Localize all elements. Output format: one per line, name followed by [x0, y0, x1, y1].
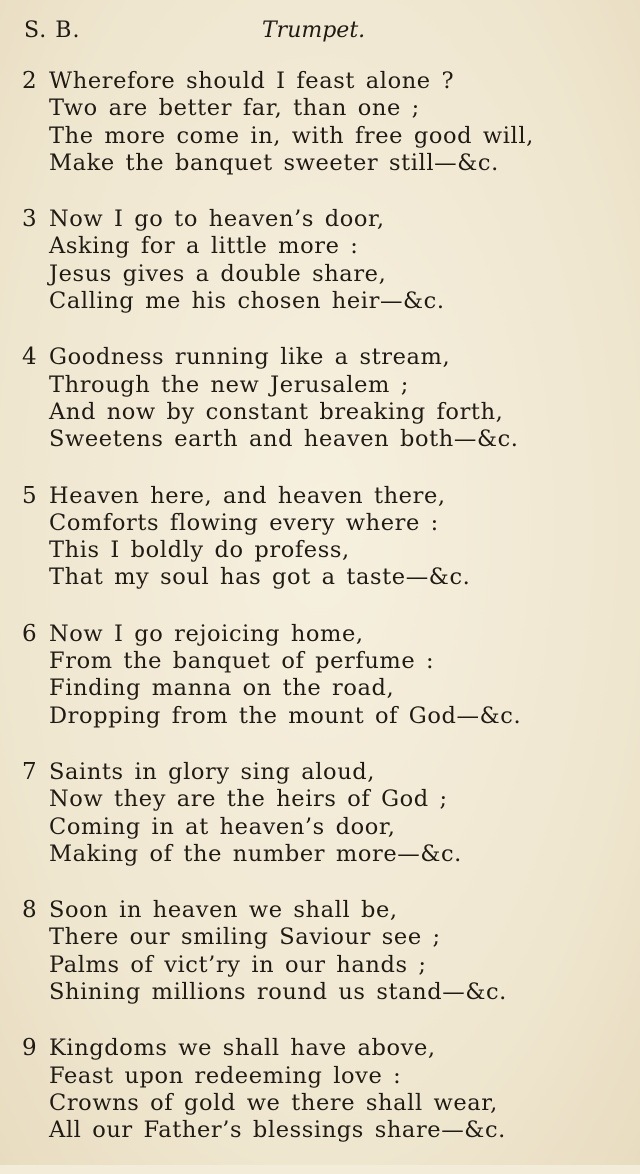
- verse-lines: [49, 1035, 622, 1144]
- verse-line: Sweetens earth and heaven both—&c.: [49, 426, 519, 453]
- verse-number: 5: [22, 482, 37, 509]
- verse-line: This I boldly do profess,: [49, 537, 350, 564]
- verse-lines: [49, 621, 622, 730]
- verse-number: 8: [22, 897, 37, 924]
- verse-number: 4: [22, 344, 37, 371]
- verse-line: Kingdoms we shall have above,: [49, 1035, 436, 1062]
- verse-line: The more come in, with free good will,: [49, 122, 534, 149]
- verse-line: Dropping from the mount of God—&c.: [49, 702, 522, 729]
- page-header: [24, 18, 616, 50]
- verse: [22, 759, 622, 868]
- verse-line: Coming in at heaven’s door,: [49, 813, 396, 840]
- verse-list: [22, 68, 622, 1174]
- verse: [22, 621, 622, 730]
- verse-line: From the banquet of perfume :: [49, 648, 435, 675]
- verse-line: Making of the number more—&c.: [49, 840, 462, 867]
- verse-line: Through the new Jerusalem ;: [49, 371, 409, 398]
- verse-line: Make the banquet sweeter still—&c.: [49, 149, 499, 176]
- verse-line: Now they are the heirs of God ;: [49, 786, 448, 813]
- verse-number: 7: [22, 758, 37, 785]
- verse: [22, 483, 622, 592]
- verse-line: Heaven here, and heaven there,: [49, 482, 446, 509]
- verse-lines: [49, 68, 622, 177]
- verse-lines: [49, 897, 622, 1006]
- verse-line: Now I go to heaven’s door,: [49, 206, 385, 233]
- verse-number: 2: [22, 68, 37, 94]
- verse-lines: [49, 759, 622, 868]
- verse-line: Asking for a little more :: [49, 233, 359, 260]
- verse-line: All our Father’s blessings share—&c.: [49, 1117, 506, 1144]
- verse-line: Now I go rejoicing home,: [49, 620, 364, 647]
- verse-line: There our smiling Saviour see ;: [49, 924, 441, 951]
- verse-number: 6: [22, 620, 37, 647]
- header-left-label: S. B.: [24, 18, 81, 43]
- verse-line: Finding manna on the road,: [49, 675, 395, 702]
- verse-line: Palms of vict’ry in our hands ;: [49, 951, 427, 978]
- verse-line: Crowns of gold we there shall wear,: [49, 1089, 498, 1116]
- verse-line: Soon in heaven we shall be,: [49, 897, 398, 924]
- verse-line: Shining millions round us stand—&c.: [49, 979, 507, 1006]
- verse-line: Wherefore should I feast alone ?: [49, 68, 455, 94]
- verse-line: Two are better far, than one ;: [49, 95, 420, 122]
- verse: [22, 68, 622, 177]
- verse: [22, 206, 622, 315]
- verse-line: Feast upon redeeming love :: [49, 1062, 402, 1089]
- verse: [22, 897, 622, 1006]
- verse-line: Calling me his chosen heir—&c.: [49, 288, 445, 315]
- tune-title: Trumpet.: [262, 18, 366, 43]
- verse-line: That my soul has got a taste—&c.: [49, 564, 471, 591]
- verse-number: 9: [22, 1035, 37, 1062]
- verse-number: 3: [22, 206, 37, 233]
- verse-lines: [49, 483, 622, 592]
- verse-line: Comforts flowing every where :: [49, 509, 439, 536]
- verse-lines: [49, 344, 622, 453]
- verse-lines: [49, 206, 622, 315]
- verse: [22, 344, 622, 453]
- verse-line: And now by constant breaking forth,: [49, 398, 504, 425]
- verse: [22, 1035, 622, 1144]
- verse-line: Jesus gives a double share,: [49, 260, 387, 287]
- verse-line: Saints in glory sing aloud,: [49, 758, 376, 785]
- verse-line: Goodness running like a stream,: [49, 344, 451, 371]
